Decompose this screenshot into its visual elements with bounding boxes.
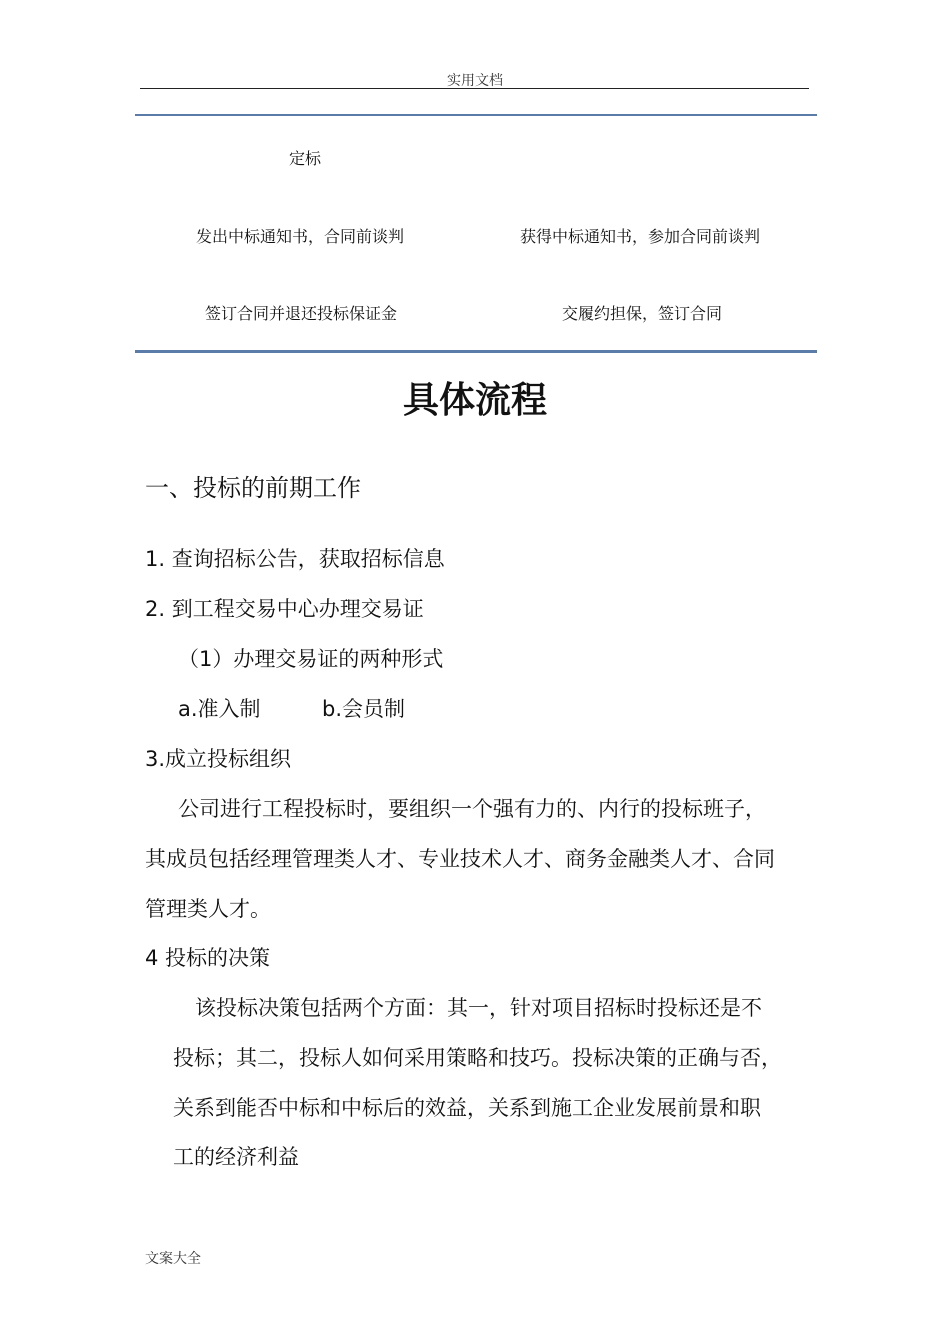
paragraph-line: 公司进行工程投标时，要组织一个强有力的、内行的投标班子， bbox=[178, 797, 766, 821]
flow-bottom-rule bbox=[135, 350, 817, 353]
page-title: 具体流程 bbox=[402, 380, 547, 421]
paragraph-line: 管理类人才。 bbox=[145, 897, 271, 921]
list-subitem: （1）办理交易证的两种形式 bbox=[178, 647, 444, 671]
page-footer: 文案大全 bbox=[145, 1251, 201, 1267]
paragraph-line: 投标；其二，投标人如何采用策略和技巧。投标决策的正确与否， bbox=[173, 1046, 782, 1070]
list-item: 1. 查询招标公告，获取招标信息 bbox=[145, 547, 445, 571]
flow-top-rule bbox=[135, 114, 817, 116]
flow-step-award: 定标 bbox=[289, 149, 322, 168]
section-heading: 一、投标的前期工作 bbox=[145, 474, 361, 502]
paragraph-line: 该投标决策包括两个方面：其一，针对项目招标时投标还是不 bbox=[195, 996, 762, 1020]
list-item: 4 投标的决策 bbox=[145, 946, 271, 970]
paragraph-line: 工的经济利益 bbox=[173, 1145, 299, 1169]
flow-step-receive-notice: 获得中标通知书，参加合同前谈判 bbox=[520, 227, 761, 246]
flow-step-guarantee-sign: 交履约担保，签订合同 bbox=[562, 304, 723, 323]
page-header: 实用文档 bbox=[447, 73, 503, 89]
header-rule bbox=[140, 88, 809, 89]
paragraph-line: 关系到能否中标和中标后的效益，关系到施工企业发展前景和职 bbox=[173, 1096, 761, 1120]
flow-step-sign-refund: 签订合同并退还投标保证金 bbox=[205, 304, 398, 323]
flow-step-issue-notice: 发出中标通知书，合同前谈判 bbox=[196, 227, 405, 246]
list-option-b: b.会员制 bbox=[322, 697, 406, 721]
list-option-a: a.准入制 bbox=[178, 697, 261, 721]
list-item: 3.成立投标组织 bbox=[145, 747, 292, 771]
list-item: 2. 到工程交易中心办理交易证 bbox=[145, 597, 424, 621]
paragraph-line: 其成员包括经理管理类人才、专业技术人才、商务金融类人才、合同 bbox=[145, 847, 775, 871]
